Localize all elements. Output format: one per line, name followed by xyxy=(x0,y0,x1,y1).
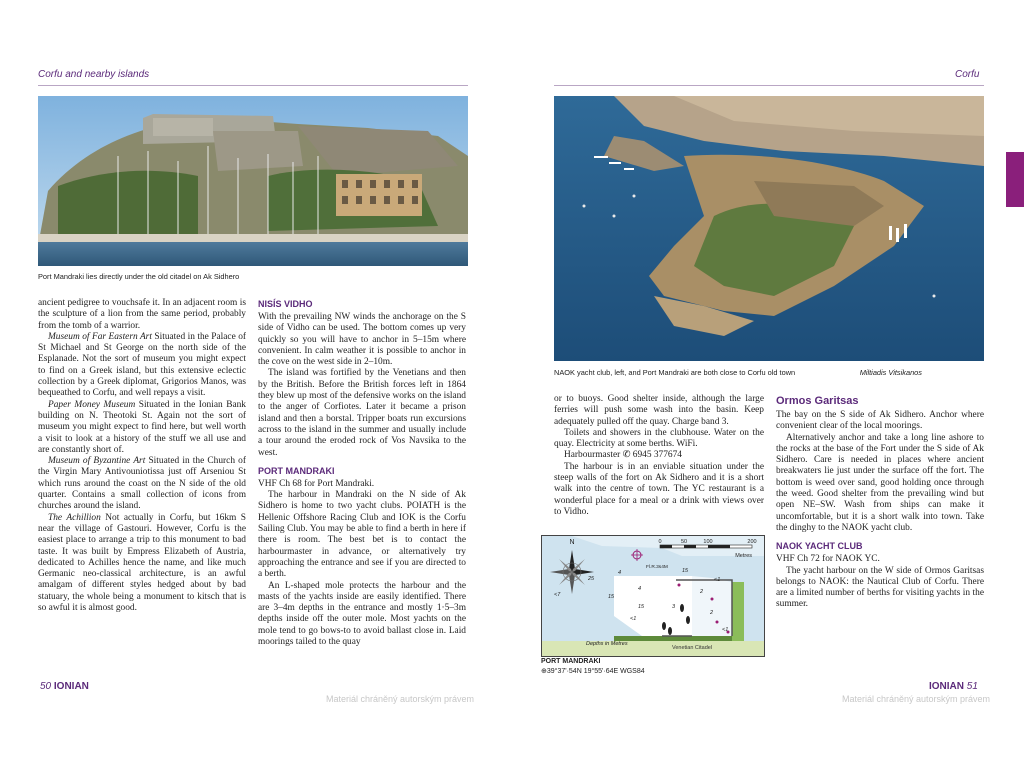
harbour-light-label: Fl.R.3s4M xyxy=(646,565,668,570)
text-column-4 xyxy=(776,394,984,611)
scale-tick-label: 50 xyxy=(680,539,688,545)
scale-tick-label: 100 xyxy=(703,539,713,545)
scale-bar xyxy=(660,545,752,548)
section-heading: NISÍS VIDHO xyxy=(258,299,313,309)
sounding: 15 xyxy=(682,568,689,574)
plan-title: PORT MANDRAKI xyxy=(541,658,601,665)
corfu-aerial-photo xyxy=(554,96,984,361)
paragraph: The Achillion Not actually in Corfu, but 16km S near the village of Gastouri. However, Corfu is the easiest place to arrange a trip to this monument to bad taste. It was built by Empress Elizabeth of Austria, dedicated to Achilles hence the name, and like much Germanic neo-classical architecture, is an awful amalgam of different styles hedged about by bad statuary, the whole being a monument to kitsch that is so awful it is almost good. xyxy=(38,512,247,614)
folio-left xyxy=(40,681,89,692)
paragraph: VHF Ch 72 for NAOK YC. xyxy=(776,554,880,565)
paragraph: Alternatively anchor and take a long line ashore to the rocks at the base of the Fort under the S side of Ak Sidhero. Care is needed in places where ancient breakwaters lie just under the surface off the fort. The bottom is weed over sand, good holding once through the weed. Good shelter from the prevailing wind but open NE–SW. Wash from ships can make it uncomfortable, but it is a short walk into town. Take the dinghy to the NAOK yacht club. xyxy=(776,432,984,533)
scale-tick-label: 200 xyxy=(747,539,757,545)
paragraph: With the prevailing NW winds the anchorage on the S side of Vidho can be used. The bottom comes up very quickly so you will have to anchor in 5–15m where convenient. In calm weather it is possible to anchor in the cove on the west side in 2–10m. xyxy=(258,312,466,368)
sounding: <1 xyxy=(630,616,637,622)
port-mandraki-plan xyxy=(541,535,765,657)
right-photo-caption-text: NAOK yacht club, left, and Port Mandraki are both close to Corfu old town xyxy=(554,368,796,377)
museum-name: Museum of Byzantine Art xyxy=(48,456,146,467)
sounding: 15 xyxy=(608,594,615,600)
page-number: 50 xyxy=(40,681,52,692)
paragraph: Paper Money Museum Situated in the Ionian Bank building on N. Theotoki St. Again not the sort of museum you might expect to find here, but well worth a visit to look at a history of the stuff we all use and are constantly short of. xyxy=(38,399,246,455)
folio-label: IONIAN xyxy=(929,681,964,692)
sounding: <1 xyxy=(714,577,721,583)
depths-in-metres-label: Depths in Metres xyxy=(586,641,628,647)
running-head-right: Corfu xyxy=(955,69,980,80)
text-column-3 xyxy=(554,394,764,518)
paragraph: An L-shaped mole protects the harbour and the masts of the yachts inside are easily identified. There are 3–4m depths in the entrance and mostly 1·5–3m depths inside off the outer mole. Most yachts on the mole tend to go bows-to to avoid ballast close in. Laid moorings tailed to the quay xyxy=(258,580,466,648)
sounding: 15 xyxy=(638,604,645,610)
sounding: 2 xyxy=(700,589,704,595)
paragraph: Museum of Far Eastern Art Situated in the Palace of St Michael and St George on the north side of the Esplanade. Not the sort of museum you might expect to find on a Greek island, but this extensive eclectic collection by a Greek diplomat, Grigorios Manos, was bequeathed to Corfu, and well repays a visit. xyxy=(38,331,247,399)
paragraph: The yacht harbour on the W side of Ormos Garitsas belongs to NAOK: the Nautical Club of Corfu. There are a limited number of berths for visiting yachts in the summer. xyxy=(776,565,984,610)
paragraph: VHF Ch 68 for Port Mandraki. xyxy=(258,478,375,489)
paragraph: or to buoys. Good shelter inside, although the large ferries will push some wash into the basin. Keep adequately pulled off the quay. Charge band 3. xyxy=(554,394,764,427)
left-photo-caption: Port Mandraki lies directly under the old citadel on Ak Sidhero xyxy=(38,272,240,281)
paragraph: Museum of Byzantine Art Situated in the Church of the Virgin Mary Antivouniotissa just off Arseniou St which runs around the coast on the N side of the old quarter. Contains a small collection of icons from churches around the island. xyxy=(38,456,246,512)
text-column-2 xyxy=(258,298,466,648)
sounding: 4 xyxy=(618,570,622,576)
sounding: 4 xyxy=(638,586,642,592)
section-heading: PORT MANDRAKI xyxy=(258,465,335,476)
header-rule-left xyxy=(38,85,468,86)
folio-right xyxy=(929,681,978,692)
running-head-left: Corfu and nearby islands xyxy=(38,69,150,80)
sounding: 3 xyxy=(672,604,676,610)
chapter-thumb-tab xyxy=(1006,152,1024,207)
right-photo-caption xyxy=(554,368,984,377)
sounding: <7 xyxy=(554,592,561,598)
sounding: <1 xyxy=(722,627,729,633)
paragraph: The bay on the S side of Ak Sidhero. Anchor where convenient clear of the local moorings. xyxy=(776,410,984,432)
sounding: 2 xyxy=(710,610,714,616)
port-mandraki-photo xyxy=(38,96,468,266)
plan-north-label: N xyxy=(569,539,575,546)
paragraph: The harbour is in an enviable situation under the steep walls of the fort on Ak Sidhero and it is a short walk into the centre of town. The YC restaurant is a wonderful place for a meal or a drink with views over to Vidho. xyxy=(554,461,764,517)
photo-credit: Miltiadis Vitsikanos xyxy=(859,368,922,377)
harbourmaster-phone: Harbourmaster ✆ 6945 377674 xyxy=(564,450,682,461)
plan-position: ⊕39°37'·54N 19°55'·64E WGS84 xyxy=(541,668,645,675)
text-column-1 xyxy=(38,298,246,614)
section-heading: NAOK YACHT CLUB xyxy=(776,541,863,552)
copyright-watermark-right: Materiál chráněný autorským právem xyxy=(842,694,991,704)
museum-name: The Achillion xyxy=(48,512,101,523)
paragraph: ancient pedigree to vouchsafe it. In an adjacent room is the sculpture of a lion from the same period, probably from the tomb of a warrior. xyxy=(38,298,246,331)
museum-name: Paper Money Museum xyxy=(48,399,136,410)
paragraph: The island was fortified by the Venetians and then by the British. Before the British forces left in 1864 they blew up most of the defensive works on the island to the anger of Corfiotes. Later it became a prison island and then a borstal. Tripper boats run excursions across to the island in the summer and usually include a tour around the eroded rock of Vos Navsika to the west. xyxy=(258,368,466,458)
scale-tick-label: 0 xyxy=(658,539,662,545)
sounding: 25 xyxy=(588,576,595,582)
venetian-citadel-label: Venetian Citadel xyxy=(672,645,713,651)
folio-label: IONIAN xyxy=(53,681,89,692)
page-number: 51 xyxy=(966,681,978,692)
header-rule-right xyxy=(554,85,984,86)
paragraph: Toilets and showers in the clubhouse. Water on the quay. Electricity at some berths. WiFi. xyxy=(554,427,764,450)
copyright-watermark-left: Materiál chráněný autorským právem xyxy=(326,694,475,704)
paragraph: The harbour in Mandraki on the N side of Ak Sidhero is home to two yacht clubs. POIATH is the Hellenic Offshore Racing Club and IOK is the Corfu Sailing Club. You may be able to find a berth in here if there is room. The best bet is to contact the harbourmaster in advance, or alternatively try approaching the entrance and see if you are directed to a berth. xyxy=(258,490,466,580)
scale-unit-label: Metres xyxy=(735,553,752,559)
section-heading: Ormos Garitsas xyxy=(776,395,859,407)
museum-name: Museum of Far Eastern Art xyxy=(48,331,152,342)
